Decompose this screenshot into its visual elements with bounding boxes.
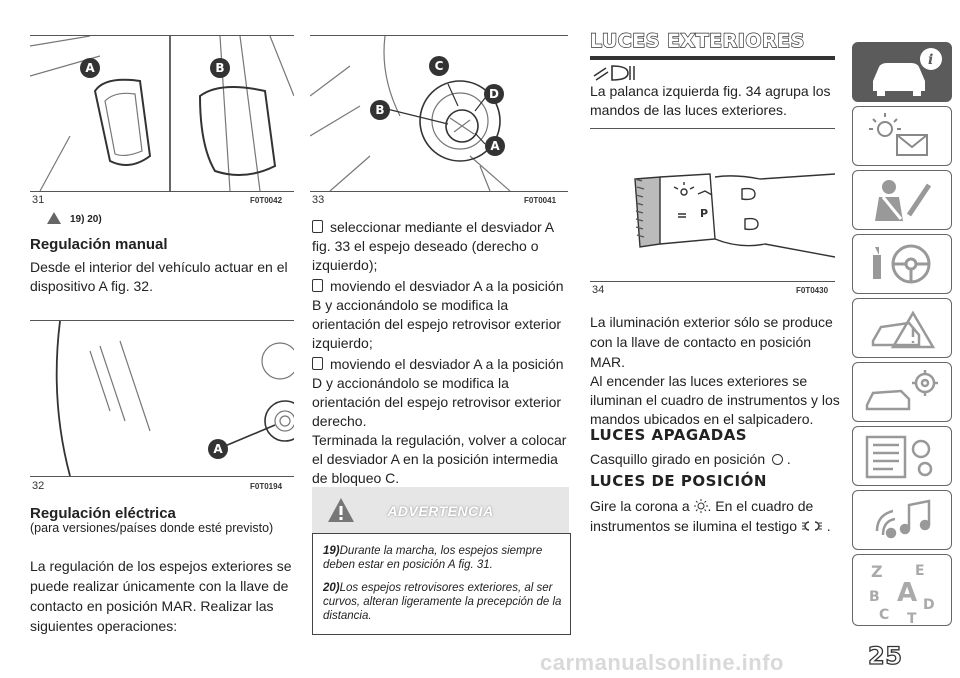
svg-text:Z: Z: [871, 562, 883, 581]
fig34-code: F0T0430: [796, 286, 829, 295]
electric-subheading: (para versiones/países donde esté previsto): [30, 521, 274, 535]
section-title-bar: [590, 30, 835, 60]
page-number: 25: [868, 642, 903, 670]
sidebar-tab-service[interactable]: [852, 362, 952, 422]
warning-num: 20): [323, 582, 340, 594]
warning-item: [323, 581, 563, 623]
sidebar-tab-specs[interactable]: [852, 426, 952, 486]
sidebar-tab-car-info[interactable]: [852, 42, 952, 102]
bullet-list: [312, 218, 570, 488]
bullet-item: [312, 355, 570, 431]
bullet-text: seleccionar mediante el desviador A fig. 33 el espejo deseado (derecho o izquierdo);: [312, 219, 554, 273]
electric-heading: Regulación eléctrica: [30, 505, 176, 522]
fig32-number: 32: [32, 480, 45, 492]
bullet-text: moviendo el desviador A a la posición D y accionándolo se modifica la orientación del espejo retrovisor exterior derecho.: [312, 356, 564, 429]
manual-text: Desde el interior del vehículo actuar en el dispositivo A fig. 32.: [30, 259, 288, 294]
car-info-icon: [853, 43, 951, 101]
lights-off-label: Casquillo girado en posición: [590, 451, 766, 467]
checkbox-bullet-icon: [312, 279, 323, 292]
breakdown-warning-icon: [853, 299, 951, 357]
seatbelt-airbag-icon: [853, 171, 951, 229]
warning-banner: [312, 487, 569, 533]
sidebar-tab-index[interactable]: [852, 554, 952, 626]
figure-33: [310, 35, 568, 192]
specs-document-gear-icon: [853, 427, 951, 485]
position-lights-text: [590, 496, 842, 536]
label-b-circle: B: [210, 58, 230, 78]
sidebar-tab-lights-mail[interactable]: [852, 106, 952, 166]
checkbox-bullet-icon: [312, 357, 323, 370]
service-car-gear-icon: [853, 363, 951, 421]
sidebar-tab-safety[interactable]: [852, 170, 952, 230]
checkbox-bullet-icon: [312, 220, 323, 233]
section-title: LUCES EXTERIORES: [590, 30, 805, 52]
lights-off-period: .: [786, 451, 791, 467]
svg-text:B: B: [869, 589, 880, 605]
warning-triangle-icon: [46, 211, 62, 225]
light-stalk-illustration: [590, 129, 835, 281]
bullet-text: moviendo el desviador A a la posición B y accionándolo se modifica la orientación del espejo retrovisor exterior izquierdo;: [312, 278, 564, 351]
figure-31: [30, 35, 294, 192]
manual-heading: Regulación manual: [30, 236, 168, 253]
bullet-item: [312, 277, 570, 353]
warning-box: [312, 533, 571, 635]
off-position-icon: [772, 454, 783, 465]
warning-text: Durante la marcha, los espejos siempre deben estar en posición A fig. 31.: [323, 545, 543, 571]
fig34-number: 34: [592, 284, 605, 296]
lights-mail-icon: [853, 107, 951, 165]
sidebar-tab-steering[interactable]: [852, 234, 952, 294]
svg-text:D: D: [923, 597, 935, 613]
lights-off-text: [590, 450, 840, 469]
label-c-circle: C: [429, 56, 449, 76]
lighting-para1: La iluminación exterior sólo se produce con la llave de contacto en posición MAR.: [590, 314, 833, 370]
svg-text:A: A: [897, 578, 918, 608]
warning-refs: [48, 214, 102, 225]
footer-watermark: carmanualsonline.info: [540, 650, 784, 675]
label-b-circle: B: [370, 100, 390, 120]
position-text-period: .: [822, 518, 831, 534]
svg-text:C: C: [879, 607, 890, 623]
final-text: Terminada la regulación, volver a colocar el desviador A en la posición intermedia de bloqueo C.: [312, 432, 567, 486]
warning-refs-text: 19) 20): [70, 214, 102, 225]
label-a-circle: A: [485, 136, 505, 156]
lighting-para2: Al encender las luces exteriores se iluminan el cuadro de instrumentos y los mandos ubicados en el salpicadero.: [590, 373, 840, 427]
sidelight-telltale-icon: [801, 519, 823, 533]
sidebar-tab-warning[interactable]: [852, 298, 952, 358]
multimedia-music-icon: [853, 491, 951, 549]
label-d-circle: D: [484, 84, 504, 104]
svg-text:i: i: [928, 52, 934, 68]
bullet-item: [312, 218, 570, 275]
warning-num: 19): [323, 545, 340, 557]
warning-text: Los espejos retrovisores exteriores, al ser curvos, alteran ligeramente la precepción de la distancia.: [323, 582, 562, 622]
fig32-code: F0T0194: [250, 482, 283, 491]
steering-wheel-icon: [853, 235, 951, 293]
svg-text:E: E: [915, 563, 925, 579]
intro-text: La palanca izquierda fig. 34 agrupa los mandos de las luces exteriores.: [590, 83, 831, 118]
svg-text:T: T: [907, 611, 917, 625]
sidebar-tab-multimedia[interactable]: [852, 490, 952, 550]
fig33-number: 33: [312, 194, 325, 206]
alphabetical-index-icon: [853, 555, 951, 625]
label-a-circle: A: [208, 439, 228, 459]
electric-text: La regulación de los espejos exteriores se puede realizar únicamente con la llave de contacto en posición MAR. Realizar las siguientes operaciones:: [30, 558, 292, 634]
label-a-circle: A: [80, 58, 100, 78]
lights-off-heading: LUCES APAGADAS: [590, 426, 748, 444]
position-text-b: . En el cuadro de instrumentos se ilumina el testigo: [590, 498, 814, 534]
warning-title: ADVERTENCIA: [387, 503, 494, 519]
mirror-illustration: [30, 36, 294, 191]
sidelight-sun-icon: [694, 499, 708, 513]
svg-text:P: P: [700, 207, 709, 220]
position-lights-heading: LUCES DE POSICIÓN: [590, 472, 767, 490]
mirror-control-illustration: [30, 321, 294, 476]
position-text-a: Gire la corona a: [590, 498, 690, 514]
figure-32: [30, 320, 294, 477]
warning-item: [323, 544, 563, 572]
figure-34: [590, 128, 835, 282]
fig33-code: F0T0041: [524, 196, 557, 205]
headlight-symbol-icon: [590, 62, 638, 84]
fig31-code: F0T0042: [250, 196, 283, 205]
fig31-number: 31: [32, 194, 45, 206]
